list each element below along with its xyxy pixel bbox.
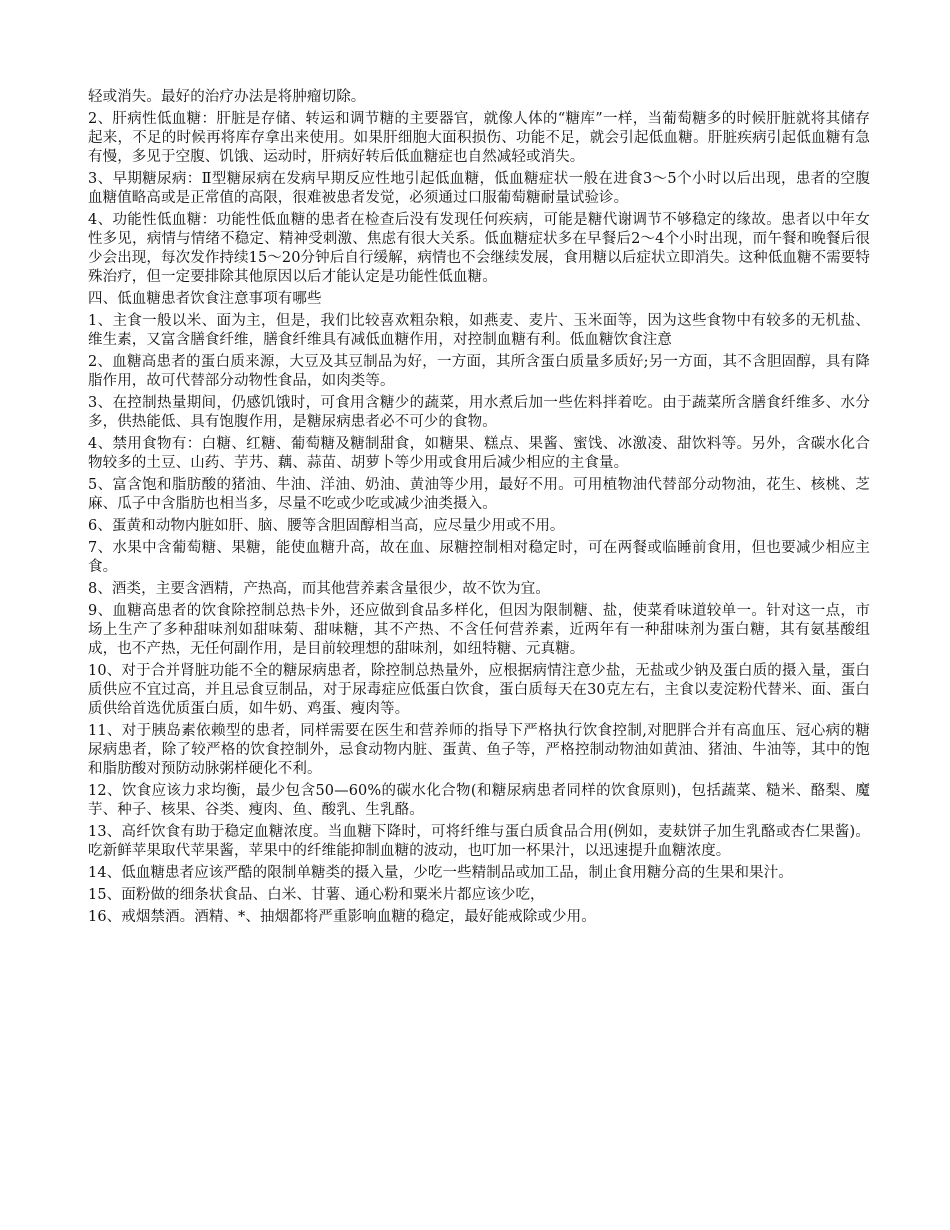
diet-item-6: 6、蛋黄和动物内脏如肝、脑、腰等含胆固醇相当高，应尽量少用或不用。 — [88, 518, 565, 534]
diet-item-10: 10、对于合并肾脏功能不全的糖尿病患者，除控制总热量外，应根据病情注意少盐，无盐或少钠及蛋白质的摄入量，蛋白质供应不宜过高，并且忌食豆制品，对于尿毒症应低蛋白饮食，蛋白质每天在30克左右，主食以麦淀粉代替米、面、蛋白质供给首选优质蛋白质，如牛奶、鸡蛋、瘦肉等。 — [88, 663, 870, 717]
diet-item-5: 5、富含饱和脂肪酸的猪油、牛油、洋油、奶油、黄油等少用，最好不用。可用植物油代替部分动物油，花生、核桃、芝麻、瓜子中含脂肪也相当多，尽量不吃或少吃或减少油类摄入。 — [88, 477, 870, 512]
diet-item-16: 16、戒烟禁酒。酒精、*、抽烟都将严重影响血糖的稳定，最好能戒除或少用。 — [88, 909, 596, 925]
paragraph-liver-hypoglycemia: 2、肝病性低血糖：肝脏是存储、转运和调节糖的主要器官，就像人体的“糖库”一样，当葡萄糖多的时候肝脏就将其储存起来，不足的时候再将库存拿出来使用。如果肝细胞大面积损伤、功能不足，就会引起低血糖。肝脏疾病引起低血糖有急有慢，多见于空腹、饥饿、运动时，肝病好转后低血糖症也自然减轻或消失。 — [88, 111, 870, 165]
diet-item-4: 4、禁用食物有：白糖、红糖、葡萄糖及糖制甜食，如糖果、糕点、果酱、蜜饯、冰激凌、甜饮料等。另外，含碳水化合物较多的土豆、山药、芋艿、藕、蒜苗、胡萝卜等少用或食用后减少相应的主食量。 — [88, 436, 870, 471]
diet-item-15: 15、面粉做的细条状食品、白米、甘薯、通心粉和粟米片都应该少吃， — [88, 887, 545, 903]
section-heading-diet-notes: 四、低血糖患者饮食注意事项有哪些 — [88, 291, 322, 307]
paragraph-early-diabetes: 3、早期糖尿病：Ⅱ型糖尿病在发病早期反应性地引起低血糖，低血糖症状一般在进食3～5个小时以后出现，患者的空腹血糖值略高或是正常值的高限，很难被患者发觉，必须通过口服葡萄糖耐量试验诊。 — [88, 171, 870, 206]
diet-item-2: 2、血糖高患者的蛋白质来源，大豆及其豆制品为好，一方面，其所含蛋白质量多质好;另一方面，其不含胆固醇，具有降脂作用，故可代替部分动物性食品，如肉类等。 — [88, 354, 870, 389]
diet-item-7: 7、水果中含葡萄糖、果糖，能使血糖升高，故在血、尿糖控制相对稳定时，可在两餐或临睡前食用，但也要减少相应主食。 — [88, 540, 870, 575]
paragraph-functional-hypoglycemia: 4、功能性低血糖：功能性低血糖的患者在检查后没有发现任何疾病，可能是糖代谢调节不够稳定的缘故。患者以中年女性多见，病情与情绪不稳定、精神受刺激、焦虑有很大关系。低血糖症状多在早餐后2～4个小时出现，而午餐和晚餐后很少会出现，每次发作持续15～20分钟后自行缓解，病情也不会继续发展，食用糖以后症状立即消失。这种低血糖不需要特殊治疗，但一定要排除其他原因以后才能认定是功能性低血糖。 — [88, 212, 870, 285]
diet-item-14: 14、低血糖患者应该严酷的限制单糖类的摄入量，少吃一些精制品或加工品，制止食用糖分高的生果和果汁。 — [88, 865, 793, 881]
diet-item-8: 8、酒类，主要含酒精，产热高，而其他营养素含量很少，故不饮为宜。 — [88, 581, 550, 597]
diet-item-13: 13、高纤饮食有助于稳定血糖浓度。当血糖下降时，可将纤维与蛋白质食品合用(例如，麦麸饼子加生乳酪或杏仁果酱)。吃新鲜苹果取代苹果酱，苹果中的纤维能抑制血糖的波动，也叮加一杯果汁，以迅速提升血糖浓度。 — [88, 824, 870, 859]
diet-item-11: 11、对于胰岛素依赖型的患者，同样需要在医生和营养师的指导下严格执行饮食控制,对肥胖合并有高血压、冠心病的糖尿病患者，除了较严格的饮食控制外，忌食动物内脏、蛋黄、鱼子等，严格控制动物油如黄油、猪油、牛油等，其中的饱和脂肪酸对预防动脉粥样硬化不利。 — [88, 723, 870, 777]
paragraph-tumor-ending: 轻或消失。最好的治疗办法是将肿瘤切除。 — [88, 89, 366, 105]
diet-item-12: 12、饮食应该力求均衡，最少包含50—60%的碳水化合物(和糖尿病患者同样的饮食原则)，包括蔬菜、糙米、酪梨、魔芋、种子、核果、谷类、瘦肉、鱼、酸乳、生乳酪。 — [88, 783, 870, 818]
document-body — [88, 88, 870, 930]
diet-item-3: 3、在控制热量期间，仍感饥饿时，可食用含糖少的蔬菜，用水煮后加一些佐料拌着吃。由于蔬菜所含膳食纤维多、水分多，供热能低、具有饱腹作用，是糖尿病患者必不可少的食物。 — [88, 395, 870, 430]
diet-item-9: 9、血糖高患者的饮食除控制总热卡外，还应做到食品多样化，但因为限制糖、盐，使菜肴味道较单一。针对这一点，市场上生产了多种甜味剂如甜味菊、甜味糖，其不产热、不含任何营养素，近两年有一种甜味剂为蛋白糖，其有氨基酸组成，也不产热，无任何副作用，是目前较理想的甜味剂，如纽特糖、元真糖。 — [88, 603, 870, 657]
diet-item-1: 1、主食一般以米、面为主，但是，我们比较喜欢粗杂粮，如燕麦、麦片、玉米面等，因为这些食物中有较多的无机盐、维生素，又富含膳食纤维，膳食纤维具有减低血糖作用，对控制血糖有利。低血糖饮食注意 — [88, 313, 870, 348]
